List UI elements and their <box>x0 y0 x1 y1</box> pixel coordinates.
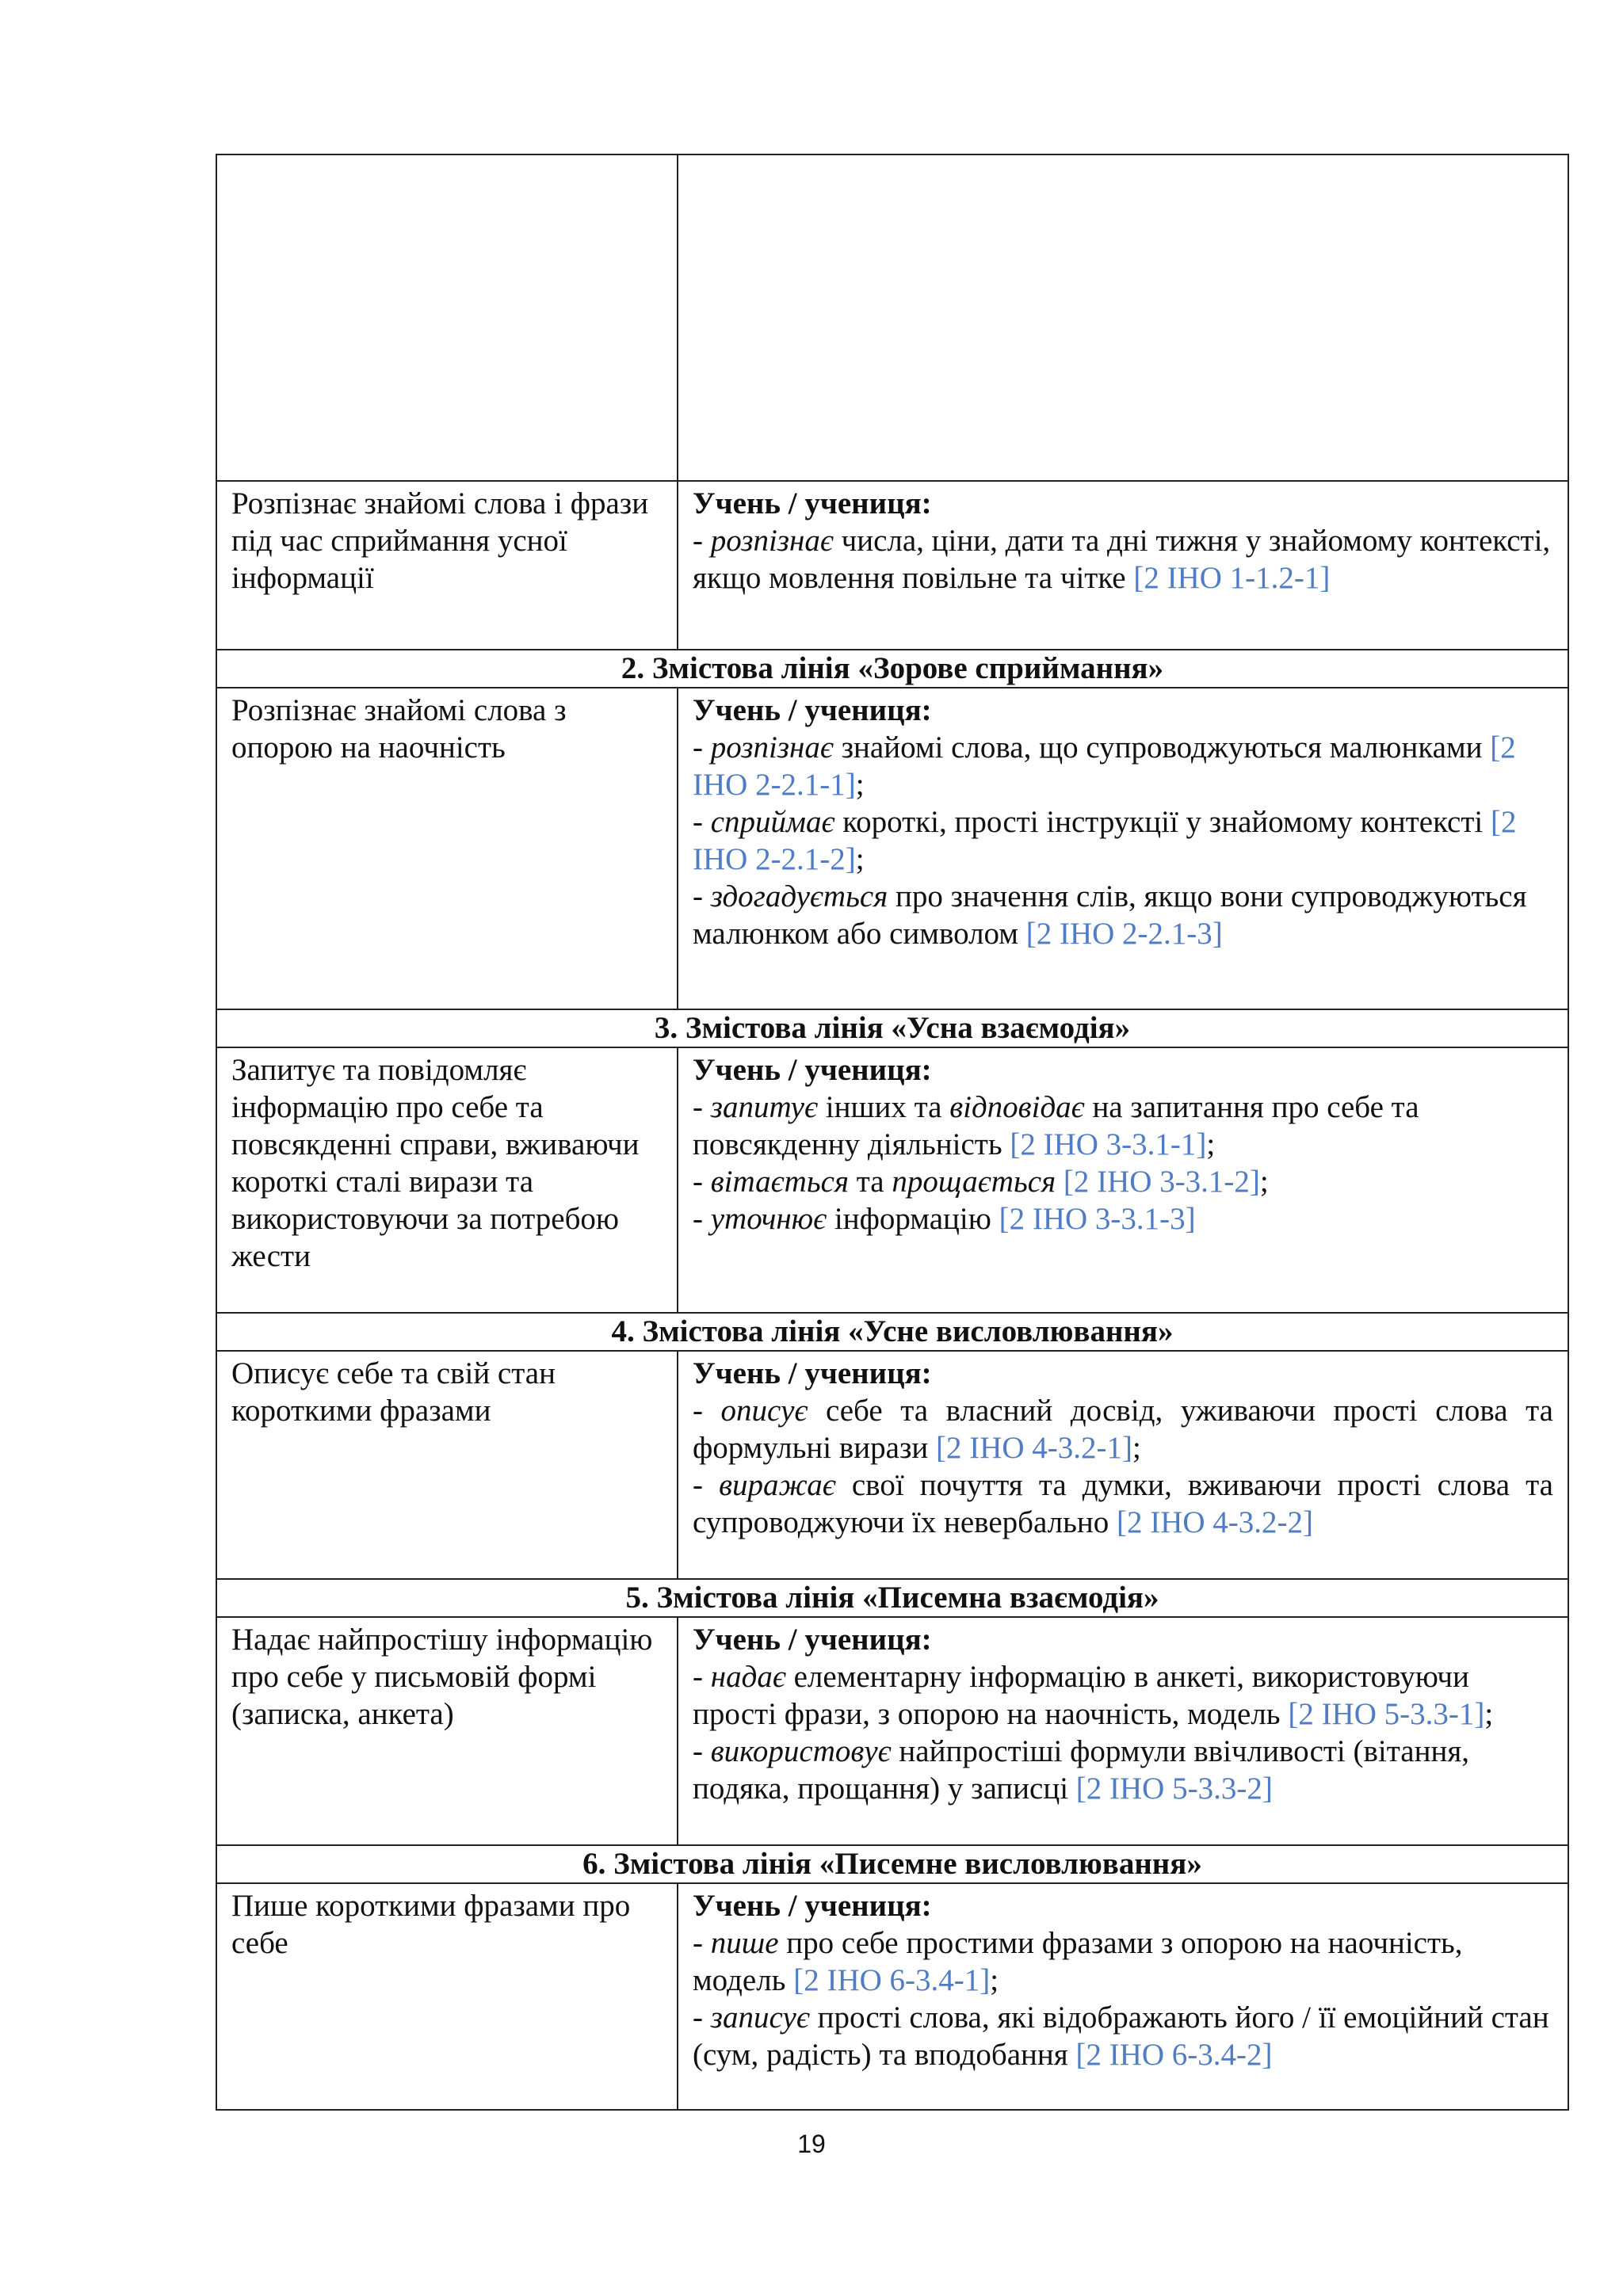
result-cell <box>216 1617 678 1845</box>
indicator-cell <box>678 1617 1568 1845</box>
role-label: Учень / учениця: <box>693 1889 932 1923</box>
reference-code: [2 ІНО 5-3.3-2] <box>1075 1772 1273 1806</box>
result-cell <box>216 1047 678 1313</box>
reference-code: [2 ІНО 4-3.2-2] <box>1117 1505 1314 1539</box>
indicator-item: - пише про себе простими фразами з опорою на наочність, модель [2 ІНО 6-3.4-1]; <box>693 1926 1463 1997</box>
section-heading: 3. Змістова лінія «Усна взаємодія» <box>216 1009 1568 1047</box>
indicator-item: - надає елементарну інформацію в анкеті, використовуючи прості фрази, з опорою на наочність, модель [2 ІНО 5-3.3-1]; <box>693 1660 1494 1731</box>
section-heading: 6. Змістова лінія «Писемне висловлювання» <box>216 1845 1568 1883</box>
indicator-item: - запитує інших та відповідає на запитання про себе та повсякденну діяльність [2 ІНО 3-3.1-1]; <box>693 1090 1419 1161</box>
result-cell <box>216 481 678 650</box>
reference-code: [2 ІНО 6-3.4-2] <box>1075 2038 1273 2072</box>
section-heading-row <box>216 650 1568 688</box>
role-label: Учень / учениця: <box>693 486 932 521</box>
reference-code: [2 ІНО 2-2.1-1] <box>693 730 1516 802</box>
indicator-item: - використовує найпростіші формули ввічливості (вітання, подяка, прощання) у записці [2 ІНО 5-3.3-2] <box>693 1734 1470 1806</box>
indicator-item: - здогадується про значення слів, якщо вони супроводжуються малюнком або символом [2 ІНО 2-2.1-3] <box>693 879 1527 951</box>
result-text: Надає найпростішу інформацію про себе у письмовій формі (записка, анкета) <box>231 1623 653 1731</box>
role-label: Учень / учениця: <box>693 1623 932 1657</box>
result-cell <box>216 688 678 1009</box>
reference-code: [2 ІНО 4-3.2-1] <box>935 1431 1132 1465</box>
reference-code: [2 ІНО 3-3.1-2] <box>1063 1165 1260 1199</box>
result-cell <box>216 1351 678 1579</box>
indicator-cell <box>678 481 1568 650</box>
reference-code: [2 ІНО 1-1.2-1] <box>1133 561 1331 595</box>
role-label: Учень / учениця: <box>693 1053 932 1087</box>
indicator-item: - розпізнає знайомі слова, що супроводжуються малюнками [2 ІНО 2-2.1-1]; <box>693 730 1516 802</box>
result-cell <box>216 1883 678 2110</box>
indicator-item: - сприймає короткі, прості інструкції у знайомому контексті [2 ІНО 2-2.1-2]; <box>693 805 1517 876</box>
indicator-item: - записує прості слова, які відображають його / її емоційний стан (сум, радість) та вподобання [2 ІНО 6-3.4-2] <box>693 2000 1549 2072</box>
reference-code: [2 ІНО 2-2.1-2] <box>693 805 1517 876</box>
result-text: Розпізнає знайомі слова і фрази під час сприймання усної інформації <box>231 486 649 595</box>
role-label: Учень / учениця: <box>693 1356 932 1390</box>
section-heading-row <box>216 1579 1568 1617</box>
result-text: Пише короткими фразами про себе <box>231 1889 631 1960</box>
section-heading-row <box>216 1845 1568 1883</box>
table-row <box>216 1617 1568 1845</box>
indicator-item: - уточнює інформацію [2 ІНО 3-3.1-3] <box>693 1202 1196 1236</box>
table-row-empty <box>216 154 1568 481</box>
role-label: Учень / учениця: <box>693 693 932 727</box>
indicator-cell <box>678 1351 1568 1579</box>
indicator-cell <box>678 1883 1568 2110</box>
result-text: Описує себе та свій стан короткими фразами <box>231 1356 556 1428</box>
table-row <box>216 481 1568 650</box>
reference-code: [2 ІНО 3-3.1-3] <box>999 1202 1196 1236</box>
reference-code: [2 ІНО 5-3.3-1] <box>1288 1697 1485 1731</box>
indicator-item: - описує себе та власний досвід, уживаючи прості слова та формульні вирази [2 ІНО 4-3.2-1]; <box>693 1394 1553 1465</box>
section-heading-row <box>216 1009 1568 1047</box>
result-text: Розпізнає знайомі слова з опорою на наочність <box>231 693 567 765</box>
indicator-cell <box>678 688 1568 1009</box>
curriculum-table <box>216 154 1569 2111</box>
table-row <box>216 1883 1568 2110</box>
indicator-item: - вітається та прощається [2 ІНО 3-3.1-2]; <box>693 1165 1269 1199</box>
reference-code: [2 ІНО 3-3.1-1] <box>1010 1127 1207 1161</box>
table-row <box>216 688 1568 1009</box>
indicator-item: - розпізнає числа, ціни, дати та дні тижня у знайомому контексті, якщо мовлення повільне та чітке [2 ІНО 1-1.2-1] <box>693 524 1551 595</box>
reference-code: [2 ІНО 2-2.1-3] <box>1025 917 1223 951</box>
table-row <box>216 1047 1568 1313</box>
reference-code: [2 ІНО 6-3.4-1] <box>793 1963 991 1997</box>
section-heading: 4. Змістова лінія «Усне висловлювання» <box>216 1313 1568 1351</box>
result-cell-empty <box>216 154 678 481</box>
result-text: Запитує та повідомляє інформацію про себе та повсякденні справи, вживаючи короткі сталі вирази та використовуючи за потребою жести <box>231 1053 640 1273</box>
table-row <box>216 1351 1568 1579</box>
page-number: 19 <box>797 2130 826 2158</box>
indicator-item: - виражає свої почуття та думки, вживаючи прості слова та супроводжуючи їх невербально [2 ІНО 4-3.2-2] <box>693 1468 1553 1539</box>
section-heading: 2. Змістова лінія «Зорове сприймання» <box>216 650 1568 688</box>
indicator-cell <box>678 1047 1568 1313</box>
section-heading: 5. Змістова лінія «Писемна взаємодія» <box>216 1579 1568 1617</box>
section-heading-row <box>216 1313 1568 1351</box>
indicator-cell-empty <box>678 154 1568 481</box>
